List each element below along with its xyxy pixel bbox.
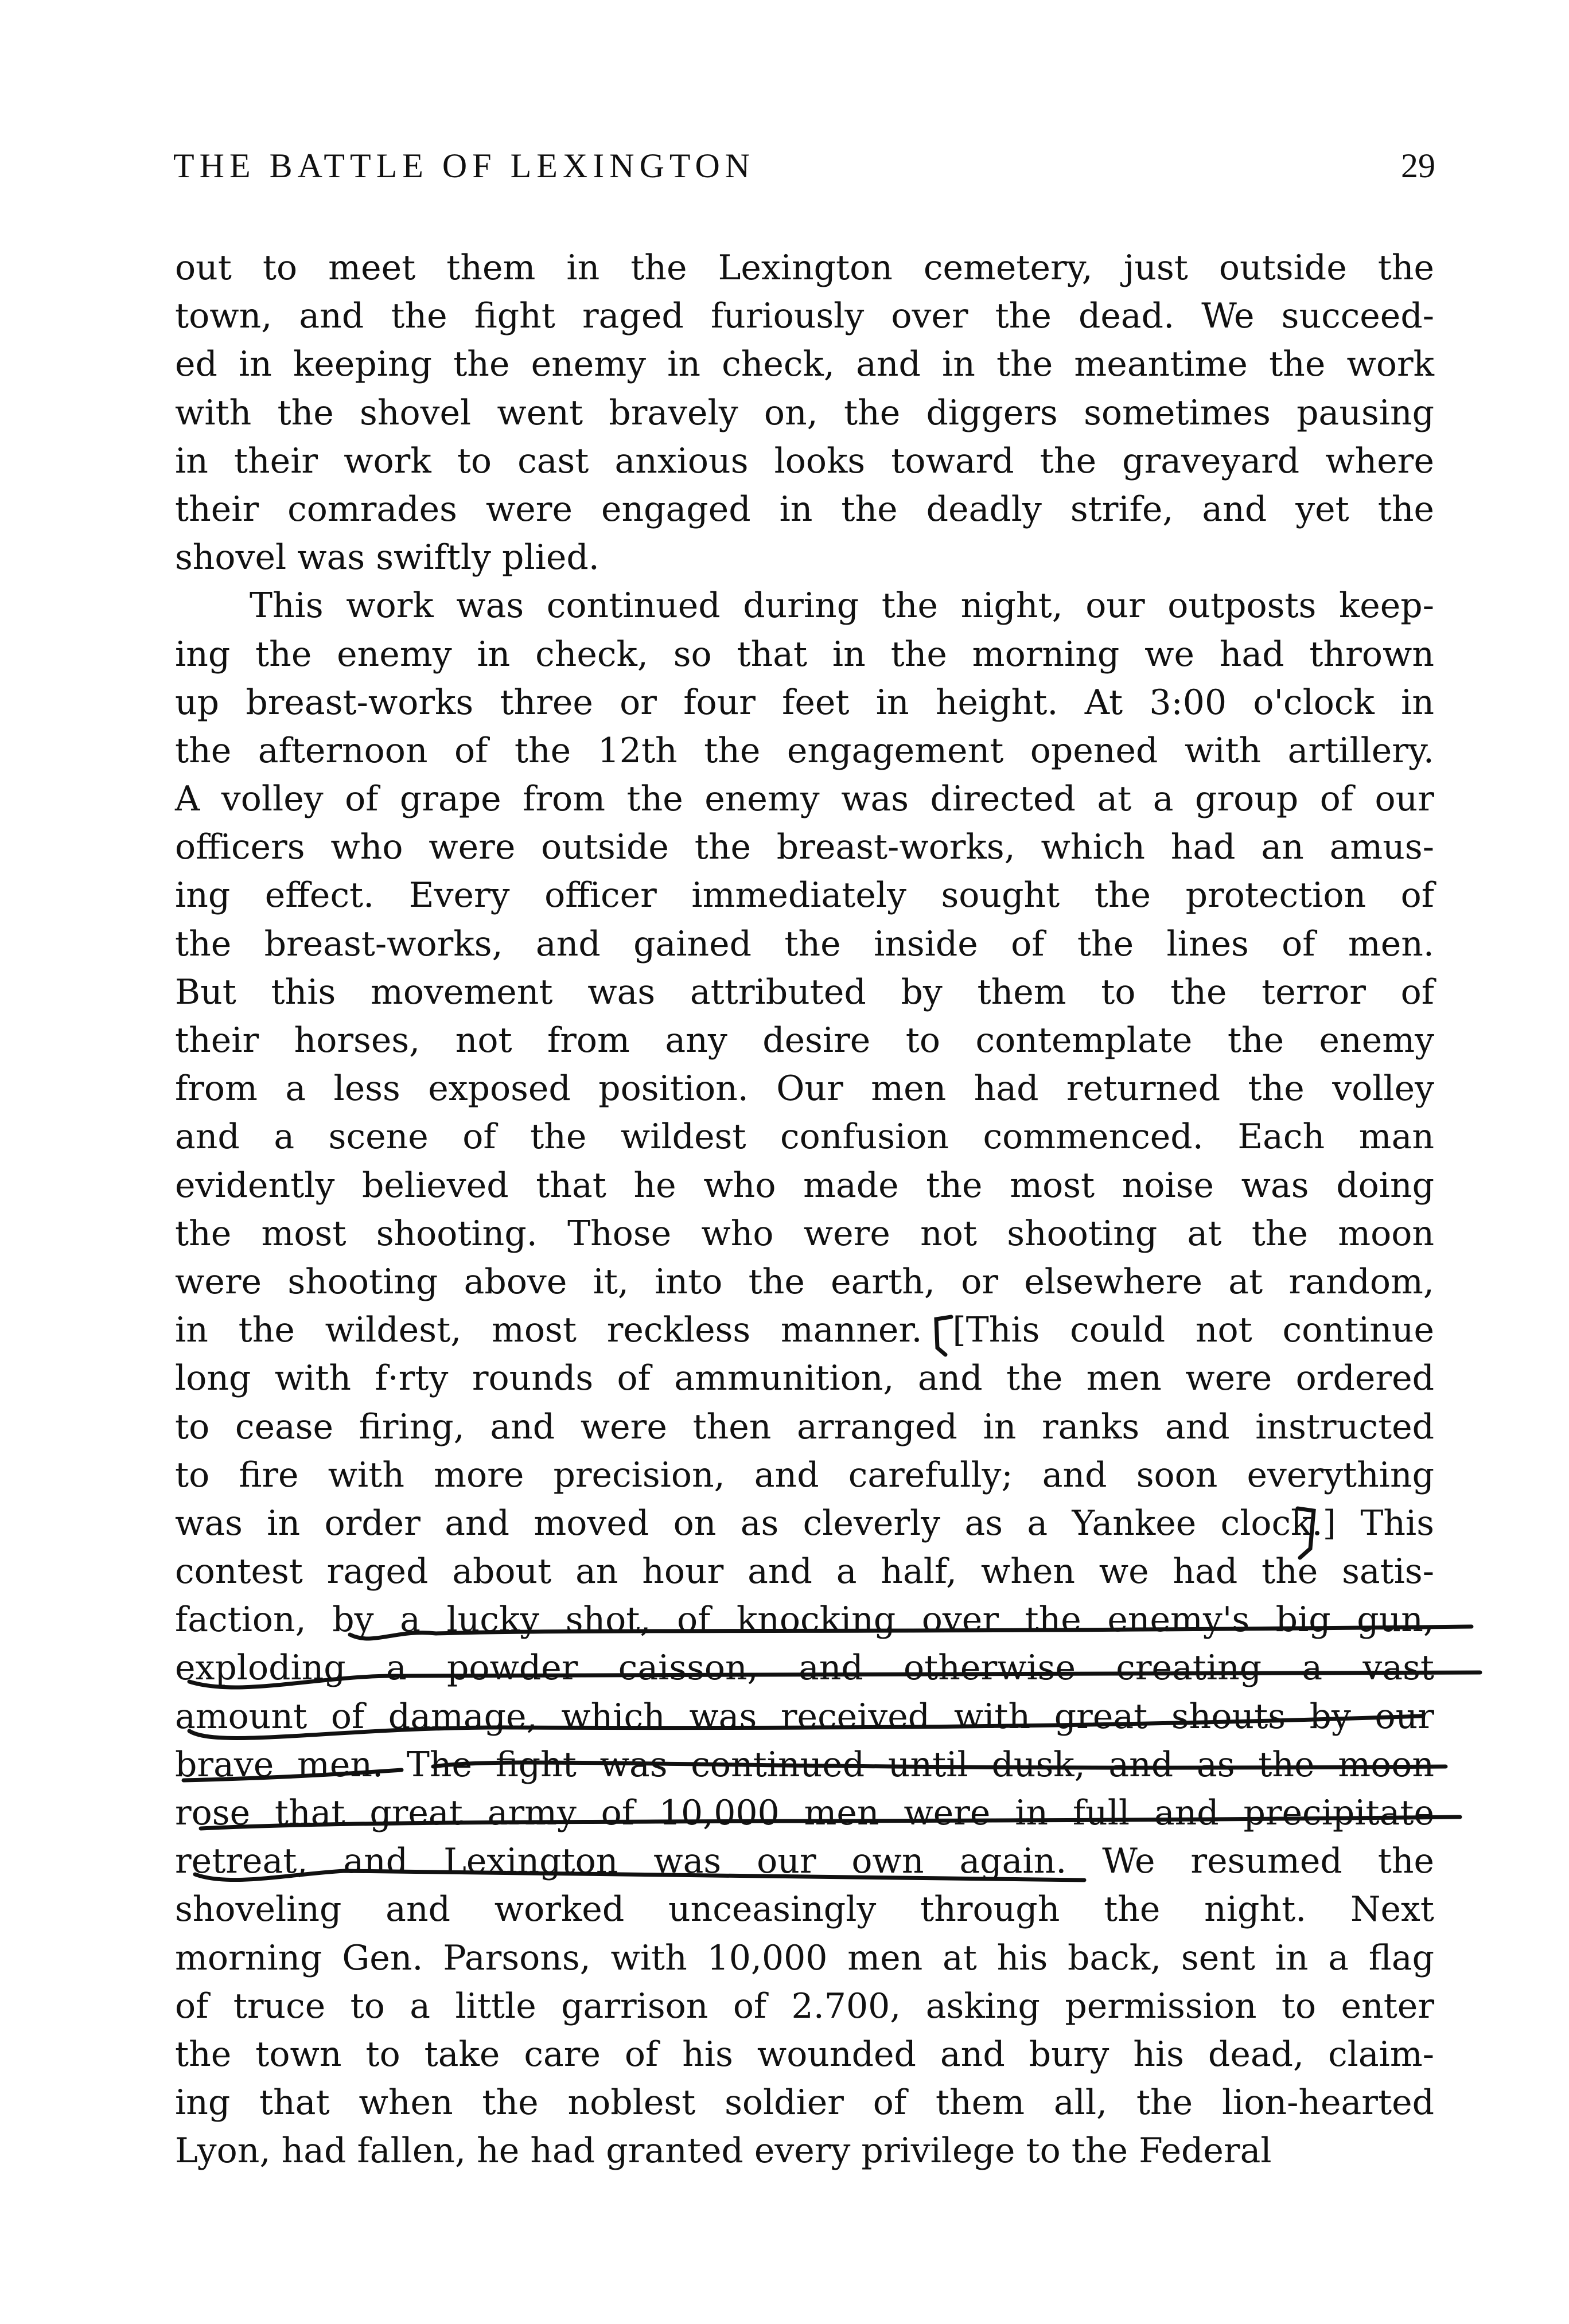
text-line: with the shovel went bravely on, the diggers sometimes pausing bbox=[175, 392, 1434, 433]
running-header bbox=[173, 146, 1435, 198]
text-line: ing the enemy in check, so that in the morning we had thrown bbox=[175, 634, 1434, 674]
text-line: to fire with more precision, and carefully; and soon everything bbox=[175, 1455, 1434, 1495]
text-line: the breast-works, and gained the inside of the lines of men. bbox=[175, 923, 1434, 964]
text-line: in their work to cast anxious looks toward the graveyard where bbox=[175, 440, 1434, 481]
text-line: their horses, not from any desire to contemplate the enemy bbox=[175, 1020, 1434, 1060]
text-line: rose that great army of 10,000 men were in full and precipitate bbox=[175, 1793, 1434, 1833]
text-line: the town to take care of his wounded and bury his dead, claim- bbox=[175, 2034, 1434, 2075]
text-line: retreat, and Lexington was our own again. We resumed the bbox=[175, 1841, 1434, 1882]
text-line: from a less exposed position. Our men had returned the volley bbox=[175, 1069, 1434, 1109]
text-line: faction, by a lucky shot, of knocking over the enemy's big gun, bbox=[175, 1600, 1434, 1640]
text-line: This work was continued during the night, our outposts keep- bbox=[250, 586, 1434, 626]
text-line: morning Gen. Parsons, with 10,000 men at his back, sent in a flag bbox=[175, 1937, 1434, 1978]
text-line: brave men. The fight was continued until dusk, and as the moon bbox=[175, 1744, 1434, 1785]
text-line: to cease firing, and were then arranged in ranks and instructed bbox=[175, 1406, 1434, 1447]
text-line: ing that when the noblest soldier of them all, the lion-hearted bbox=[175, 2083, 1434, 2123]
text-line: their comrades were engaged in the deadly strife, and yet the bbox=[175, 489, 1434, 529]
text-line: of truce to a little garrison of 2.700, asking permission to enter bbox=[175, 1986, 1434, 2026]
text-line: the most shooting. Those who were not shooting at the moon bbox=[175, 1213, 1434, 1254]
text-line: amount of damage, which was received with great shouts by our bbox=[175, 1696, 1434, 1737]
page-number: 29 bbox=[1401, 147, 1435, 185]
text-line: in the wildest, most reckless manner. [This could not continue bbox=[175, 1310, 1434, 1351]
text-line: out to meet them in the Lexington cemetery, just outside the bbox=[175, 248, 1434, 288]
running-title: THE BATTLE OF LEXINGTON bbox=[173, 147, 756, 185]
text-line: was in order and moved on as cleverly as a Yankee clock.] This bbox=[175, 1503, 1434, 1543]
text-line: A volley of grape from the enemy was directed at a group of our bbox=[175, 779, 1434, 820]
text-line: evidently believed that he who made the most noise was doing bbox=[175, 1165, 1434, 1206]
text-line: Lyon, had fallen, he had granted every privilege to the Federal bbox=[175, 2131, 1272, 2171]
text-line: But this movement was attributed by them to the terror of bbox=[175, 972, 1434, 1012]
body-text bbox=[175, 244, 1434, 2175]
text-line: ing effect. Every officer immediately sought the protection of bbox=[175, 875, 1434, 916]
text-line: ed in keeping the enemy in check, and in the meantime the work bbox=[175, 344, 1434, 385]
text-line: exploding a powder caisson, and otherwise creating a vast bbox=[175, 1648, 1434, 1689]
text-line: long with f·rty rounds of ammunition, and the men were ordered bbox=[175, 1358, 1434, 1399]
text-line: shoveling and worked unceasingly through the night. Next bbox=[175, 1889, 1434, 1930]
text-line: officers who were outside the breast-works, which had an amus- bbox=[175, 827, 1434, 868]
text-line: up breast-works three or four feet in height. At 3:00 o'clock in bbox=[175, 682, 1434, 723]
text-line: were shooting above it, into the earth, or elsewhere at random, bbox=[175, 1261, 1434, 1302]
text-line: the afternoon of the 12th the engagement opened with artillery. bbox=[175, 730, 1434, 771]
text-line: contest raged about an hour and a half, when we had the satis- bbox=[175, 1551, 1434, 1592]
text-line: and a scene of the wildest confusion commenced. Each man bbox=[175, 1117, 1434, 1157]
text-line: shovel was swiftly plied. bbox=[175, 537, 599, 578]
text-line: town, and the fight raged furiously over the dead. We succeed- bbox=[175, 296, 1434, 337]
